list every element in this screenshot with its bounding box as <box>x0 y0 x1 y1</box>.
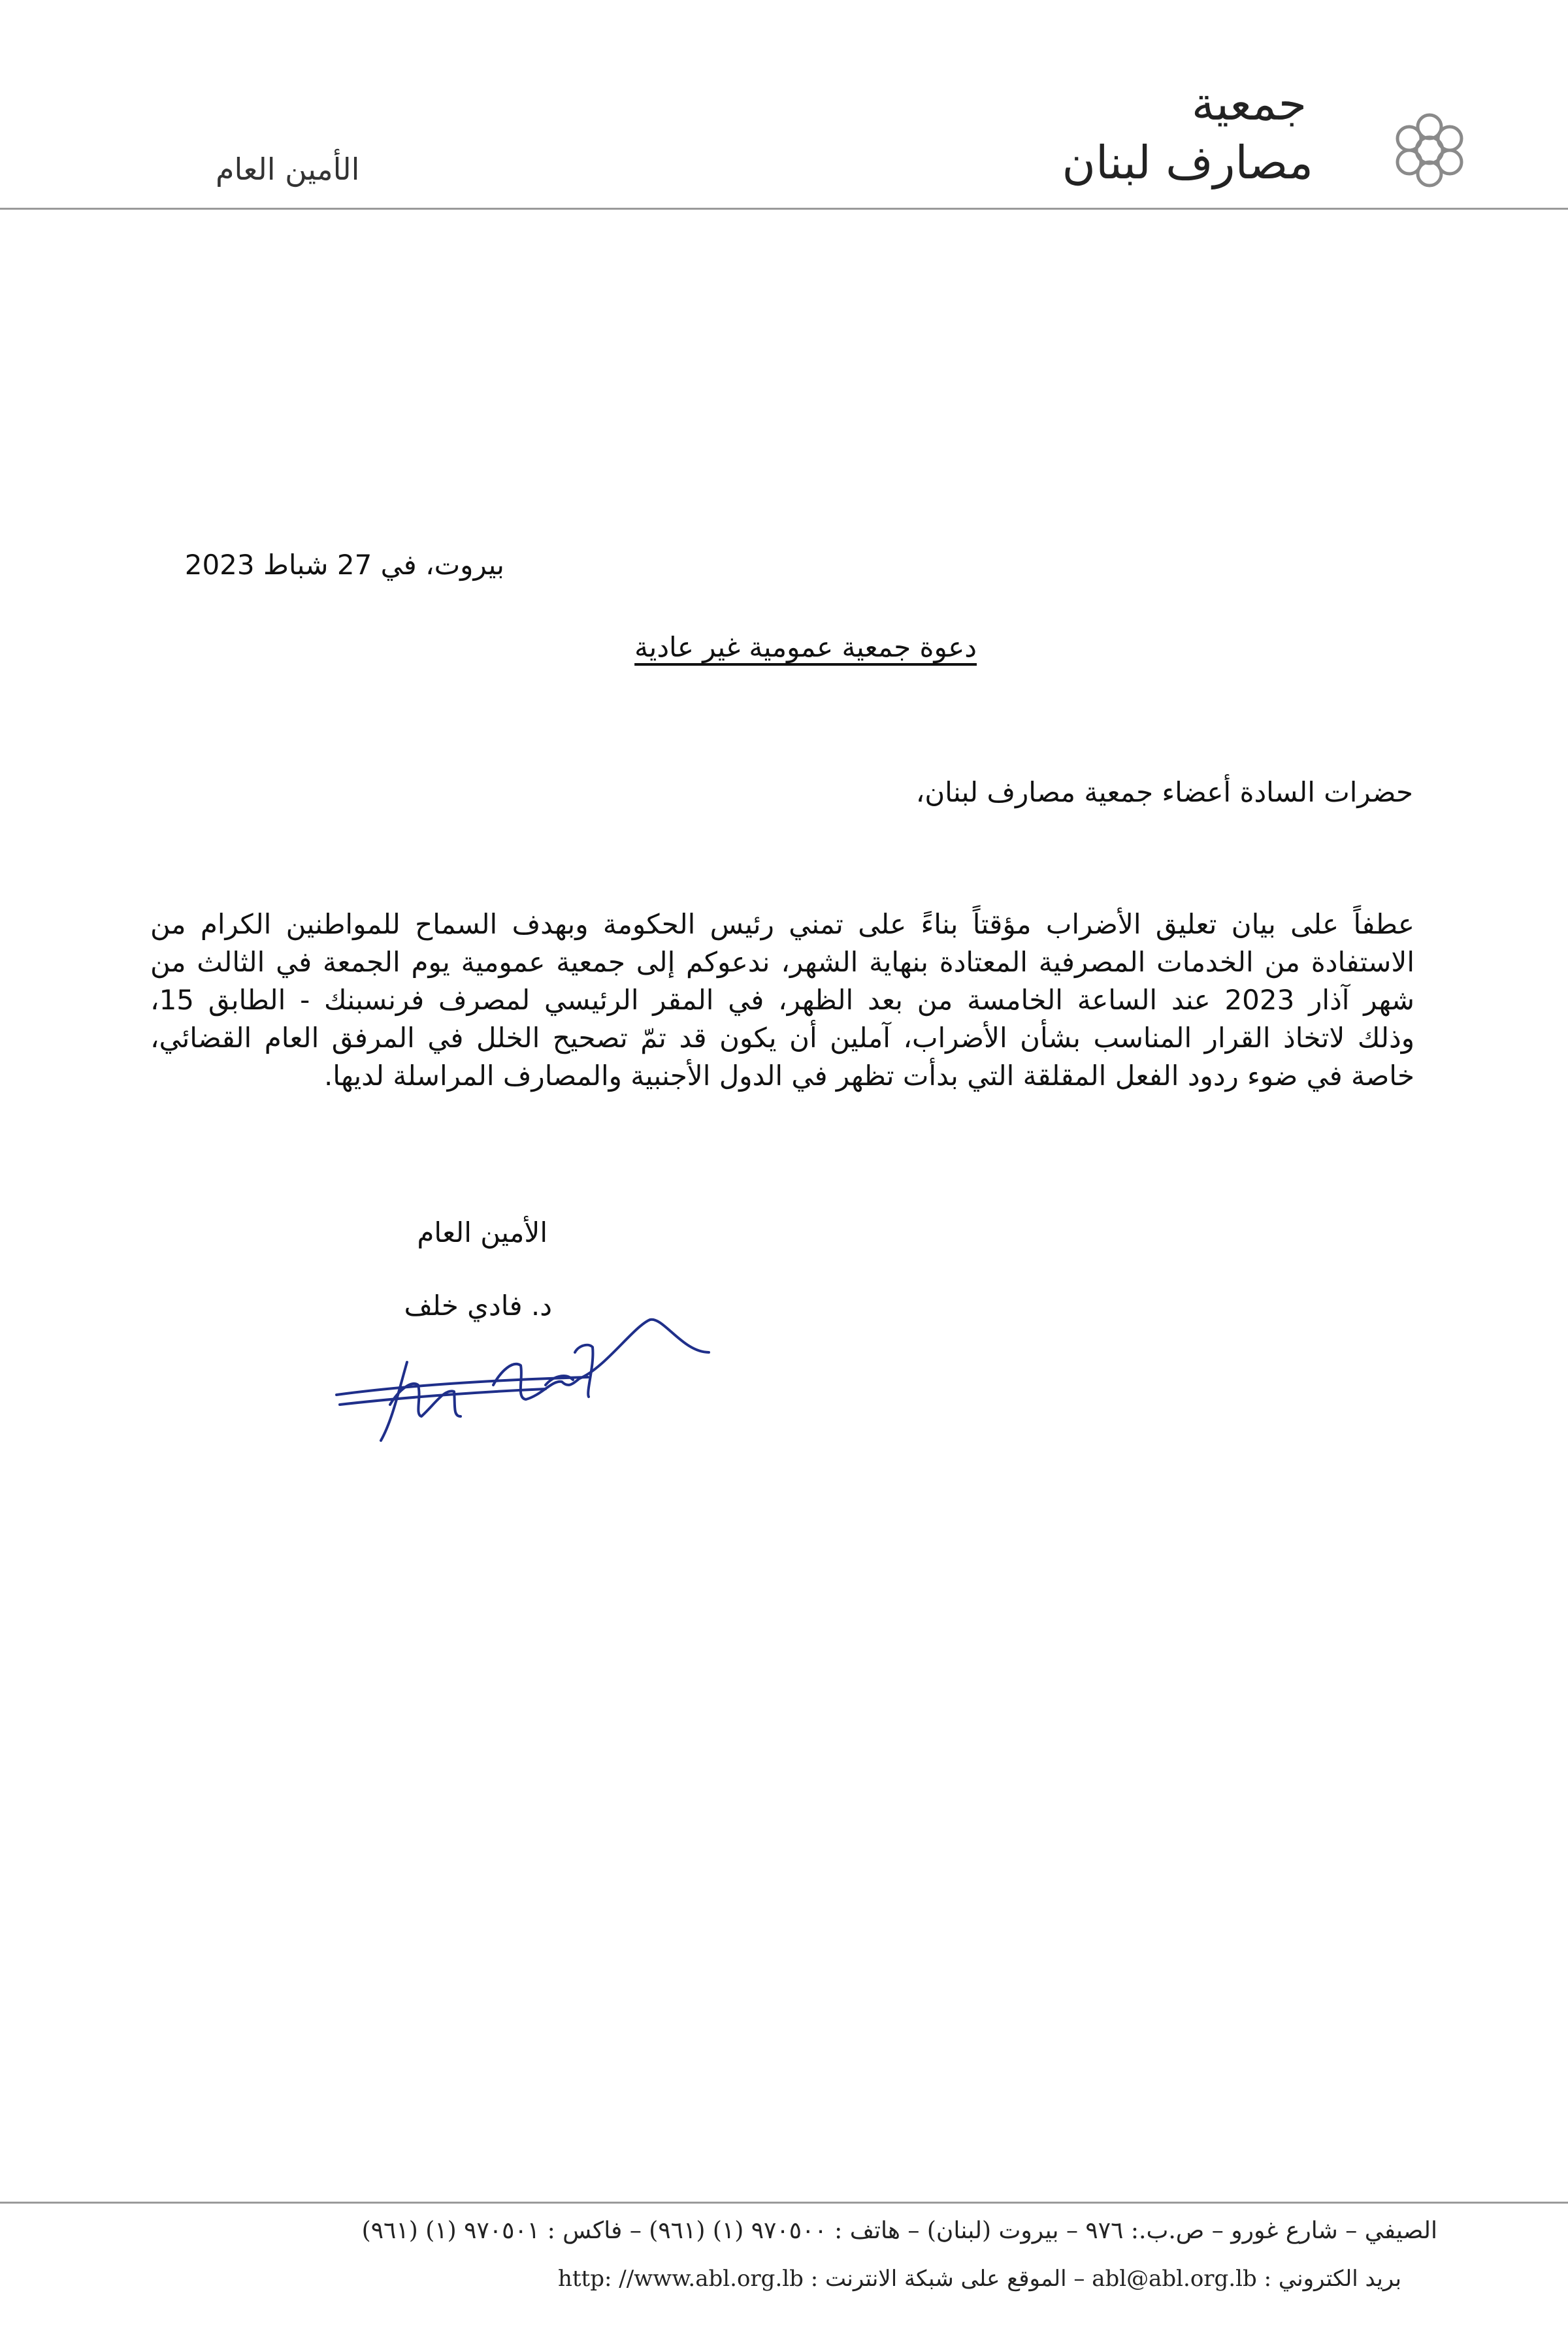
footer-contact: بريد الكتروني : abl@abl.org.lb – الموقع على شبكة الانترنت : http: //www.abl.org.lb <box>558 2266 1401 2292</box>
letter-body-paragraph <box>150 905 1414 1095</box>
paragraph-line: عطفاً على بيان تعليق الأضراب مؤقتاً بناءً على تمني رئيس الحكومة وبهدف السماح للمواطنين الكرام من <box>150 908 1414 940</box>
letter-date: بيروت، في 27 شباط 2023 <box>184 549 504 581</box>
org-name-line2: مصارف لبنان <box>1062 136 1313 189</box>
office-title: الأمين العام <box>216 152 360 187</box>
paragraph-line: خاصة في ضوء ردود الفعل المقلقة التي بدأت تظهر في الدول الأجنبية والمصارف المراسلة لديها. <box>323 1060 1414 1092</box>
org-name-line1: جمعية <box>1191 77 1307 131</box>
paragraph-line: وذلك لاتخاذ القرار المناسب بشأن الأضراب، آملين أن يكون قد تمّ تصحيح الخلل في المرفق العام القضائي، <box>150 1022 1414 1054</box>
handwritten-signature <box>330 1307 735 1457</box>
footer-divider <box>0 2202 1568 2204</box>
signatory-name: د. فادي خلف <box>404 1290 552 1322</box>
signatory-title: الأمين العام <box>417 1216 547 1248</box>
association-logo-icon <box>1384 105 1475 196</box>
footer-address: الصيفي – شارع غورو – ص.ب.: ٩٧٦ – بيروت (لبنان) – هاتف : ٩٧٠٥٠٠ (١) (٩٦١) – فاكس : ٩٧٠٥٠١ (١) (٩٦١) <box>361 2217 1437 2244</box>
paragraph-line: الاستفادة من الخدمات المصرفية المعتادة بنهاية الشهر، ندعوكم إلى جمعية عمومية يوم الجمعة في الثالث من <box>150 946 1414 978</box>
header-divider <box>0 208 1568 210</box>
letter-subject: دعوة جمعية عمومية غير عادية <box>634 631 977 663</box>
paragraph-line: شهر آذار 2023 عند الساعة الخامسة من بعد الظهر، في المقر الرئيسي لمصرف فرنسبنك - الطابق 15، <box>150 984 1414 1016</box>
letter-salutation: حضرات السادة أعضاء جمعية مصارف لبنان، <box>915 776 1413 808</box>
